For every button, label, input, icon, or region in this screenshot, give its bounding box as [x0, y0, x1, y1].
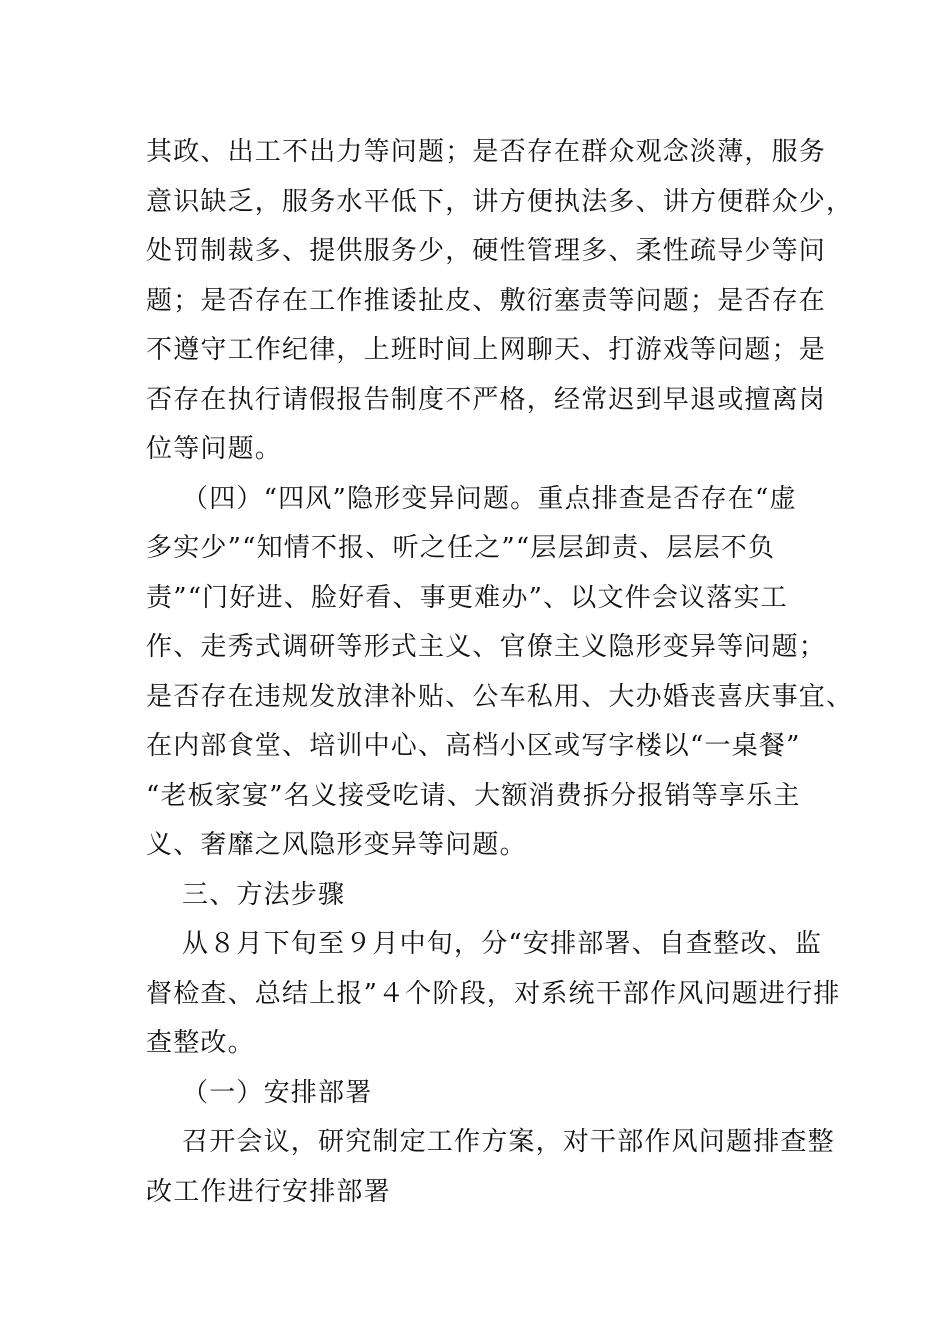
- text-line: 意识缺乏，服务水平低下，讲方便执法多、讲方便群众少，: [146, 186, 854, 217]
- text-line: 多实少”“知情不报、听之任之”“层层卸责、层层不负: [146, 533, 776, 563]
- text-line: 处罚制裁多、提供服务少，硬性管理多、柔性疏导少等问: [146, 236, 827, 266]
- text-line: “老板家宴”名义接受吃请、大额消费拆分报销等享乐主: [146, 780, 801, 811]
- text-line: 是否存在违规发放津补贴、公车私用、大办婚丧喜庆事宜、: [146, 681, 854, 712]
- text-line: 责”“门好进、脸好看、事更难办”、以文件会议落实工: [146, 582, 788, 613]
- text-line: 督检查、总结上报”４个阶段，对系统干部作风问题进行排: [146, 978, 841, 1009]
- text-line: 改工作进行安排部署: [146, 1176, 391, 1207]
- text-line: 题；是否存在工作推诿扯皮、敷衍塞责等问题；是否存在: [146, 285, 827, 316]
- text-line: 作、走秀式调研等形式主义、官僚主义隐形变异等问题；: [146, 632, 827, 662]
- text-line: 在内部食堂、培训中心、高档小区或写字楼以“一桌餐”: [146, 731, 801, 761]
- subsection-heading: （一）安排部署: [182, 1077, 373, 1108]
- document-body: [146, 128, 854, 1217]
- text-line: 否存在执行请假报告制度不严格，经常迟到早退或擅离岗: [146, 384, 827, 415]
- text-line: 义、奢靡之风隐形变异等问题。: [146, 830, 527, 860]
- text-line: 查整改。: [146, 1028, 255, 1058]
- text-line: 位等问题。: [146, 434, 283, 464]
- text-line: 不遵守工作纪律，上班时间上网聊天、打游戏等问题；是: [146, 335, 827, 365]
- paragraph-start-line: （四）“四风”隐形变异问题。重点排查是否存在“虚: [182, 483, 797, 514]
- text-line: 其政、出工不出力等问题；是否存在群众观念淡薄，服务: [146, 137, 827, 167]
- section-heading: 三、方法步骤: [182, 879, 346, 910]
- paragraph-start-line: 召开会议，研究制定工作方案，对干部作风问题排查整: [182, 1127, 835, 1157]
- paragraph-start-line: 从８月下旬至９月中旬，分“安排部署、自查整改、监: [182, 929, 823, 959]
